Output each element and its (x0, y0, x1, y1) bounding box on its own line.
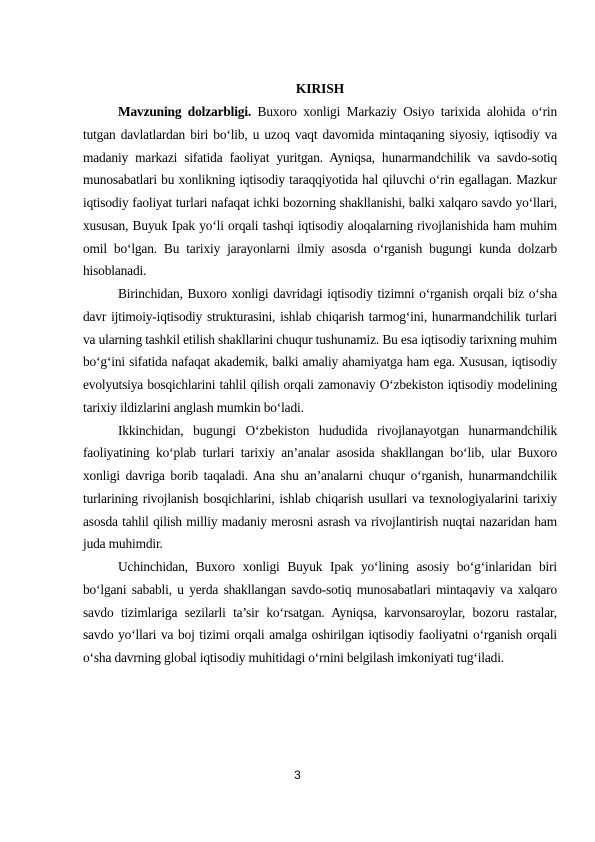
paragraph-relevance (83, 101, 557, 283)
paragraph-text: Uchinchidan, Buxoro xonligi Buyuk Ipak yo‘lining asosiy bo‘g‘inlaridan biri bo‘lgani sababli, u yerda shakllangan savdo-sotiq munosabatlari mintaqaviy va xalqaro savdo tizimlariga sezilarli ta’sir ko‘rsatgan. Ayniqsa, karvonsaroylar, bozoru rastalar, savdo yo‘llari va boj tizimi orqali amalga oshirilgan iqtisodiy faoliyatni o‘rganish orqali o‘sha davrning global iqtisodiy muhitidagi o‘rnini belgilash imkoniyati tug‘iladi. (83, 559, 557, 665)
paragraph-text: Birinchidan, Buxoro xonligi davridagi iqtisodiy tizimni o‘rganish orqali biz o‘sha davr ijtimoiy-iqtisodiy strukturasini, ishlab chiqarish tarmog‘ini, hunarmandchilik turlari va ularning tashkil etilish shakllarini chuqur tushunamiz. Bu esa iqtisodiy tarixning muhim bo‘g‘ini sifatida nafaqat akademik, balki amaliy ahamiyatga ham ega. Xususan, iqtisodiy evolyutsiya bosqichlarini tahlil qilish orqali zamonaviy O‘zbekiston iqtisodiy modelining tarixiy ildizlarini anglash mumkin bo‘ladi. (83, 286, 557, 415)
paragraph-third (83, 556, 557, 670)
paragraph-first (83, 283, 557, 420)
paragraph-text: Ikkinchidan, bugungi O‘zbekiston hududida rivojlanayotgan hunarmandchilik faoliyatining ko‘plab turlari tarixiy an’analar asosida shakllangan bo‘lib, ular Buxoro xonligi davriga borib taqaladi. Ana shu an’analarni chuqur o‘rganish, hunarmandchilik turlarining rivojlanish bosqichlarini, ishlab chiqarish usullari va texnologiyalarini tarixiy asosda tahlil qilish milliy madaniy merosni asrash va rivojlantirish nuqtai nazaridan ham juda muhimdir. (83, 422, 557, 552)
document-page (83, 78, 557, 670)
paragraph-lead-label: Mavzuning dolzarbligi. (118, 104, 252, 119)
section-heading: KIRISH (295, 81, 345, 96)
paragraph-second (83, 420, 557, 557)
paragraph-text: Buxoro xonligi Markaziy Osiyo tarixida alohida o‘rin tutgan davlatlardan biri bo‘lib, u uzoq vaqt davomida mintaqaning siyosiy, iqtisodiy va madaniy markazi sifatida faoliyat yuritgan. Ayniqsa, hunarmandchilik va savdo-sotiq munosabatlari bu xonlikning iqtisodiy taraqqiyotida hal qiluvchi o‘rin egallagan. Mazkur iqtisodiy faoliyat turlari nafaqat ichki bozorning shakllanishi, balki xalqaro savdo yo‘llari, xususan, Buyuk Ipak yo‘li orqali tashqi iqtisodiy aloqalarning rivojlanishida ham muhim omil bo‘lgan. Bu tarixiy jarayonlarni ilmiy asosda o‘rganish bugungi kunda dolzarb hisoblanadi. (83, 104, 557, 279)
page-number: 3 (294, 768, 301, 782)
